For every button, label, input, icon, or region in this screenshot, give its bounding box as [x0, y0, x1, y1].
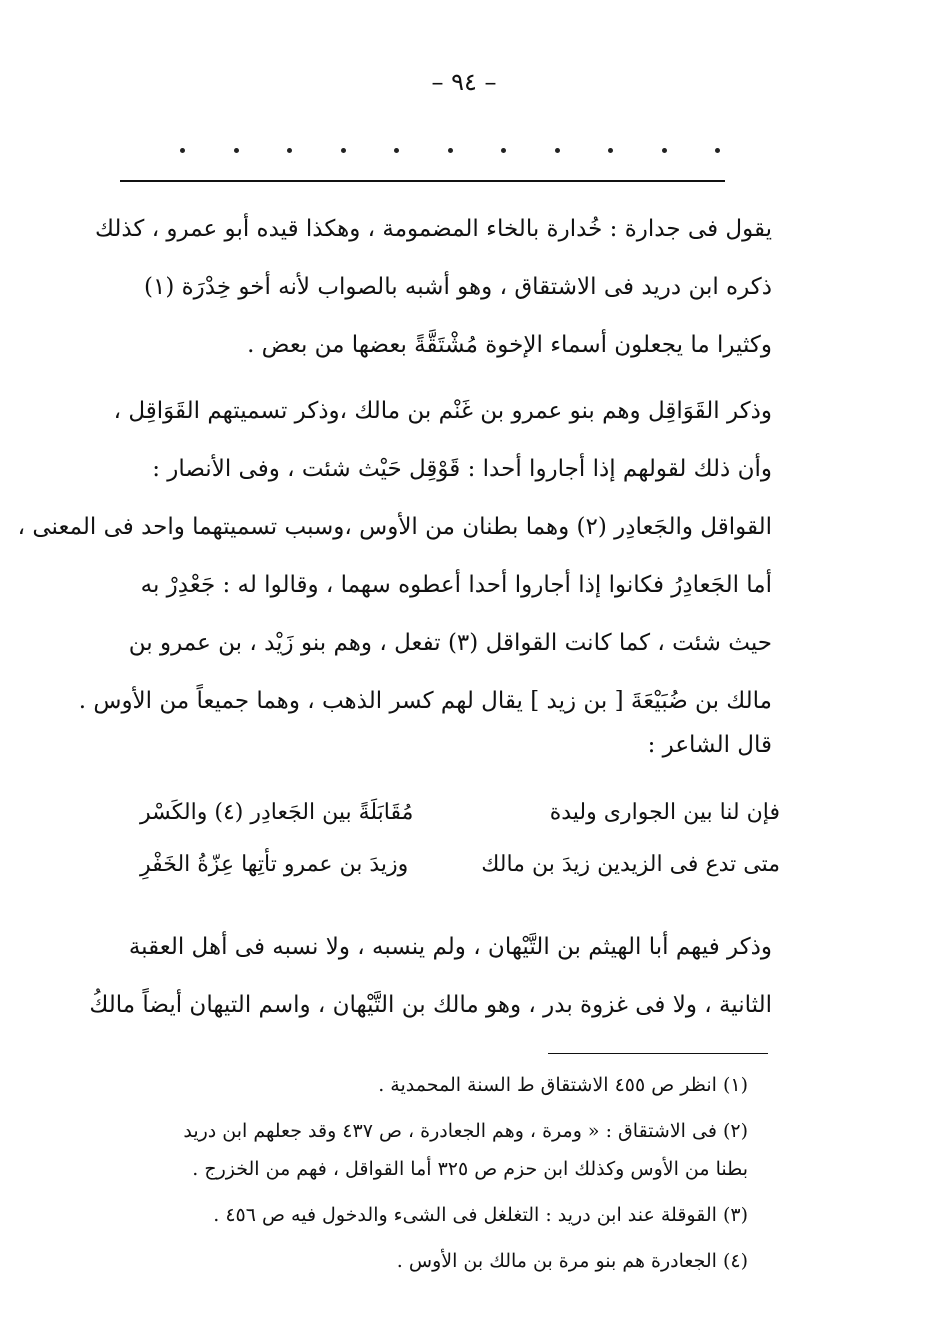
dot — [394, 148, 399, 153]
verse-line — [140, 800, 780, 856]
text-line: وذكر القَوَاقِل وهم بنو عمرو بن غَنْم بن مالك ،وذكر تسميتهم القَوَاقِل ، — [113, 398, 772, 424]
dot — [608, 148, 613, 153]
footnote-2: (٢) فى الاشتقاق : « ومرة ، وهم الجعادرة ، ص ٤٣٧ وقد جعلهم ابن دريد — [183, 1120, 748, 1142]
dot — [287, 148, 292, 153]
paragraph-3 — [89, 918, 772, 1034]
text-line: ذكره ابن دريد فى الاشتقاق ، وهو أشبه بالصواب لأنه أخو خِدْرَة (١) — [143, 274, 772, 300]
text-line: قال الشاعر : — [647, 732, 772, 758]
paragraph-2 — [17, 382, 772, 730]
page-number: – ٩٤ – — [431, 68, 497, 96]
text-line: القواقل والجَعادِر (٢) وهما بطنان من الأوس ،وسبب تسميتهما واحد فى المعنى ، — [17, 514, 772, 540]
footnote-3: (٣) القوقلة عند ابن دريد : التغلغل فى الشىء والدخول فيه ص ٤٥٦ . — [213, 1204, 748, 1226]
text-line: وكثيرا ما يجعلون أسماء الإخوة مُشْتَقَّةً بعضها من بعض . — [247, 332, 772, 358]
footnote-1: (١) انظر ص ٤٥٥ الاشتقاق ط السنة المحمدية . — [378, 1074, 748, 1096]
dot — [715, 148, 720, 153]
text-line: يقول فى جدارة : خُدارة بالخاء المضمومة ، وهكذا قيده أبو عمرو ، كذلك — [94, 216, 772, 242]
text-line: حيث شئت ، كما كانت القواقل (٣) تفعل ، وهم بنو زَيْد ، بن عمرو بن — [128, 630, 772, 656]
paragraph-1 — [94, 200, 772, 374]
dot — [341, 148, 346, 153]
text-line: أما الجَعادِرُ فكانوا إذا أجاروا أحدا أعطوه سهما ، وقالوا له : جَعْدِرْ به — [140, 572, 772, 598]
dot — [662, 148, 667, 153]
footnotes — [108, 1066, 748, 1280]
verse-first-hemistich: متى تدع فى الزيدين زيدَ بن مالك — [481, 852, 780, 877]
text-line: وأن ذلك لقولهم إذا أجاروا أحدا : قَوْقِل حَيْث شئت ، وفى الأنصار : — [152, 456, 772, 482]
verse-first-hemistich: فإن لنا بين الجوارى وليدة — [549, 800, 780, 825]
poet-intro — [112, 716, 772, 774]
text-line: وذكر فيهم أبا الهيثم بن التَّيْهان ، ولم ينسبه ، ولا نسبه فى أهل العقبة — [128, 934, 772, 960]
text-line: مالك بن ضُبَيْعَةَ [ بن زيد ] يقال لهم كسر الذهب ، وهما جميعاً من الأوس . — [78, 688, 772, 714]
dot — [180, 148, 185, 153]
dot — [448, 148, 453, 153]
dot — [501, 148, 506, 153]
ellipsis-dots — [180, 148, 720, 153]
footnote-4: (٤) الجعادرة هم بنو مرة بن مالك بن الأوس . — [396, 1250, 748, 1272]
verse-second-hemistich: وزيدَ بن عمرو تأتِها عِزّةُ الخَفْرِ — [140, 852, 409, 877]
header-rule — [120, 180, 725, 182]
text-line: الثانية ، ولا فى غزوة بدر ، وهو مالك بن التَّيْهان ، واسم التيهان أيضاً مالكُ — [89, 992, 772, 1018]
dot — [555, 148, 560, 153]
footnote-2-continuation: بطنا من الأوس وكذلك ابن حزم ص ٣٢٥ أما القواقل ، فهم من الخزرج . — [192, 1158, 748, 1180]
verse-line — [140, 852, 780, 908]
verse-second-hemistich: مُقَابَلَةً بين الجَعادِر (٤) والكَسْر — [140, 800, 414, 825]
footnote-rule — [548, 1053, 768, 1054]
dot — [234, 148, 239, 153]
